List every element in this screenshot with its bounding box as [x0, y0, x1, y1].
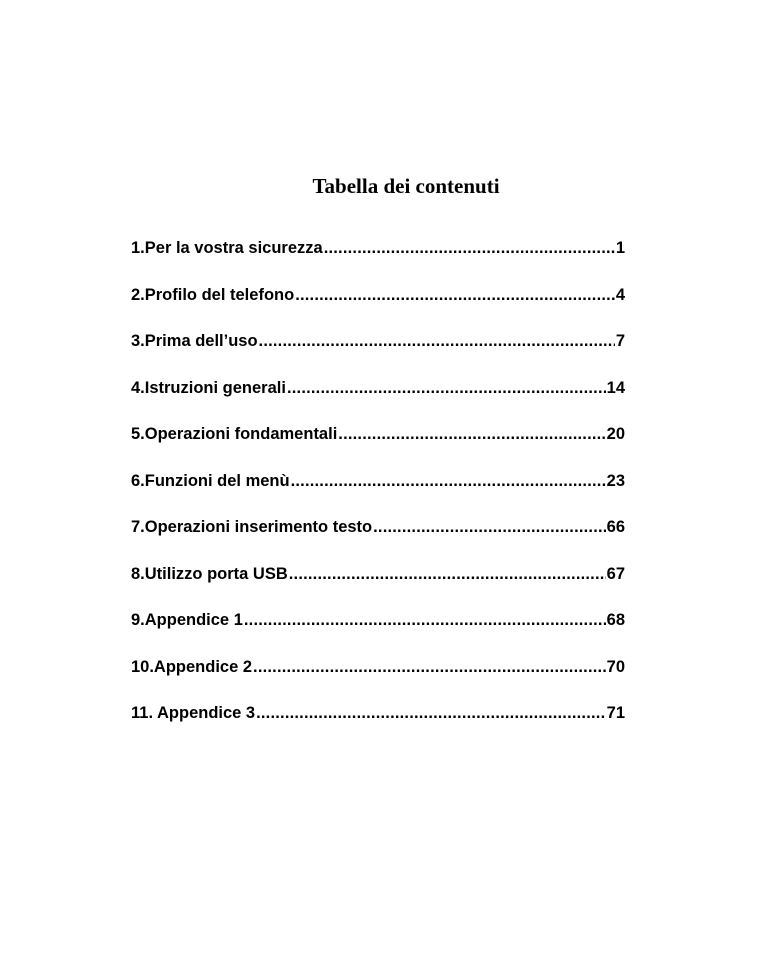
toc-dot-leader — [291, 470, 606, 492]
toc-dot-leader — [324, 237, 615, 259]
toc-entry — [131, 284, 625, 331]
toc-entry — [131, 609, 625, 656]
toc-entry — [131, 377, 625, 424]
toc-dot-leader — [289, 563, 606, 585]
toc-dot-leader — [259, 330, 615, 352]
toc-entry-page-number: 70 — [606, 657, 625, 676]
toc-entry-label: 11. Appendice 3 — [131, 704, 256, 722]
toc-entry-page-number: 23 — [606, 471, 625, 490]
toc-dot-leader — [244, 609, 606, 631]
toc-entry-page-number: 66 — [606, 518, 625, 536]
toc-entry-page-number: 68 — [606, 611, 625, 629]
toc-entry-label: 2.Profilo del telefono — [131, 285, 295, 304]
toc-entry — [131, 237, 625, 284]
toc-entry-label: 7.Operazioni inserimento testo — [131, 518, 373, 536]
toc-entry-page-number: 67 — [606, 564, 625, 583]
toc-entry-page-number: 20 — [606, 425, 625, 443]
toc-entry — [131, 516, 625, 563]
toc-entry — [131, 656, 625, 703]
toc-entry-page-number: 4 — [615, 285, 625, 304]
toc-entry — [131, 423, 625, 470]
toc-entry-page-number: 1 — [615, 239, 625, 257]
toc-entry-page-number: 7 — [615, 332, 625, 350]
toc-title: Tabella dei contenuti — [312, 174, 500, 198]
toc-entry-label: 3.Prima dell’uso — [131, 332, 258, 350]
toc-dot-leader — [373, 516, 606, 538]
toc-entry — [131, 330, 625, 377]
toc-entry-label: 1.Per la vostra sicurezza — [131, 239, 323, 257]
toc-dot-leader — [338, 423, 605, 445]
toc-entry — [131, 702, 625, 749]
toc-dot-leader — [256, 702, 606, 724]
toc-entry-page-number: 71 — [606, 704, 625, 722]
toc-entry-label: 6.Funzioni del menù — [131, 471, 290, 490]
toc-dot-leader — [295, 284, 615, 306]
toc-entry-label: 9.Appendice 1 — [131, 611, 243, 629]
toc-entry-label: 8.Utilizzo porta USB — [131, 564, 288, 583]
toc-entry — [131, 563, 625, 610]
toc-entry-label: 4.Istruzioni generali — [131, 378, 286, 397]
toc-entry — [131, 470, 625, 517]
toc-dot-leader — [287, 377, 606, 399]
toc-entry-label: 10.Appendice 2 — [131, 657, 253, 676]
table-of-contents — [131, 237, 625, 749]
toc-entry-label: 5.Operazioni fondamentali — [131, 425, 338, 443]
toc-entry-page-number: 14 — [606, 378, 625, 397]
toc-dot-leader — [253, 656, 606, 678]
